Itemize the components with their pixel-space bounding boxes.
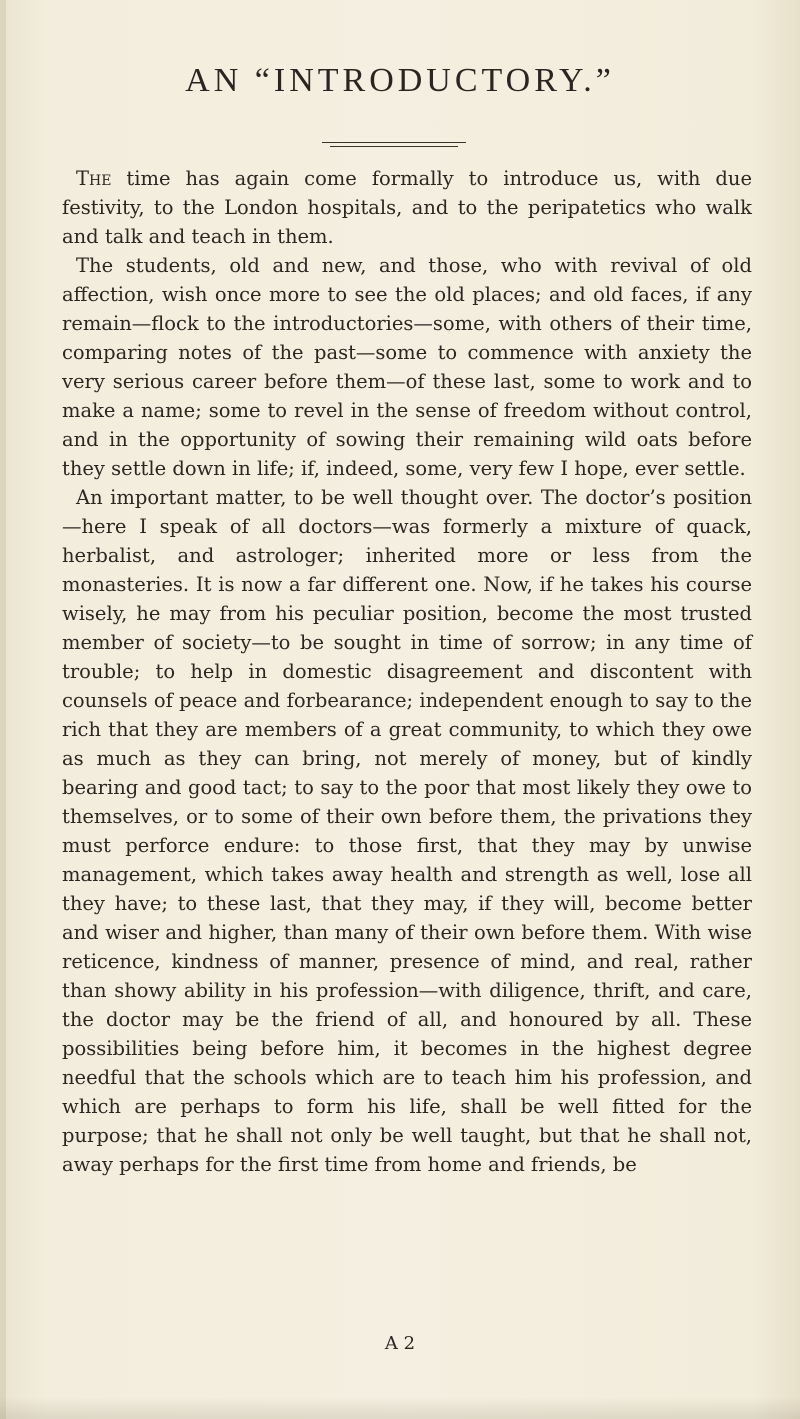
paragraph-1 xyxy=(62,164,752,251)
paragraph-2 xyxy=(62,251,752,483)
page-title: AN “INTRODUCTORY.” xyxy=(185,62,615,99)
title-rule xyxy=(322,142,466,143)
paragraph-text: time has again come formally to introduce us, with due festivity, to the London hospitals, and to the peripatetics who walk and talk and teach in them. xyxy=(62,167,752,248)
opening-word: The xyxy=(76,167,112,190)
signature-mark: A 2 xyxy=(384,1333,416,1354)
page-bottom-edge xyxy=(0,1397,800,1419)
paragraph-3 xyxy=(62,483,752,1179)
page-edge xyxy=(0,0,6,1419)
paragraph-text: The students, old and new, and those, who with revival of old affection, wish once more to see the old places; and old faces, if any remain—flock to the introductories—some, with others of their time, comparing notes of the past—some to commence with anxiety the very serious career before them—of these last, some to work and to make a name; some to revel in the sense of freedom without control, and in the opportunity of sowing their remaining wild oats before they settle down in life; if, indeed, some, very few I hope, ever settle. xyxy=(62,254,752,480)
paragraph-text: An important matter, to be well thought over. The doctor’s position—here I speak of all doctors—was formerly a mixture of quack, herbalist, and astrologer; inherited more or less from the monasteries. It is now a far different one. Now, if he takes his course wisely, he may from his peculiar position, become the most trusted member of society—to be sought in time of sorrow; in any time of trouble; to help in domestic disagreement and discontent with counsels of peace and forbearance; independent enough to say to the rich that they are members of a great community, to which they owe as much as they can bring, not merely of money, but of kindly bearing and good tact; to say to the poor that most likely they owe to themselves, or to some of their own before them, the privations they must perforce endure: to those first, that they may by unwise management, which takes away health and strength as well, lose all they have; to these last, that they may, if they will, become better and wiser and higher, than many of their own before them. With wise reticence, kindness of manner, presence of mind, and real, rather than showy ability in his profession—with diligence, thrift, and care, the doctor may be the friend of all, and honoured by all. These possibilities being before him, it becomes in the highest degree needful that the schools which are to teach him his profession, and which are perhaps to form his life, shall be well fitted for the purpose; that he shall not only be well taught, but that he shall not, away perhaps for the first time from home and friends, be xyxy=(62,486,752,1176)
title-rule-short xyxy=(330,146,458,147)
article-body xyxy=(62,164,752,1179)
